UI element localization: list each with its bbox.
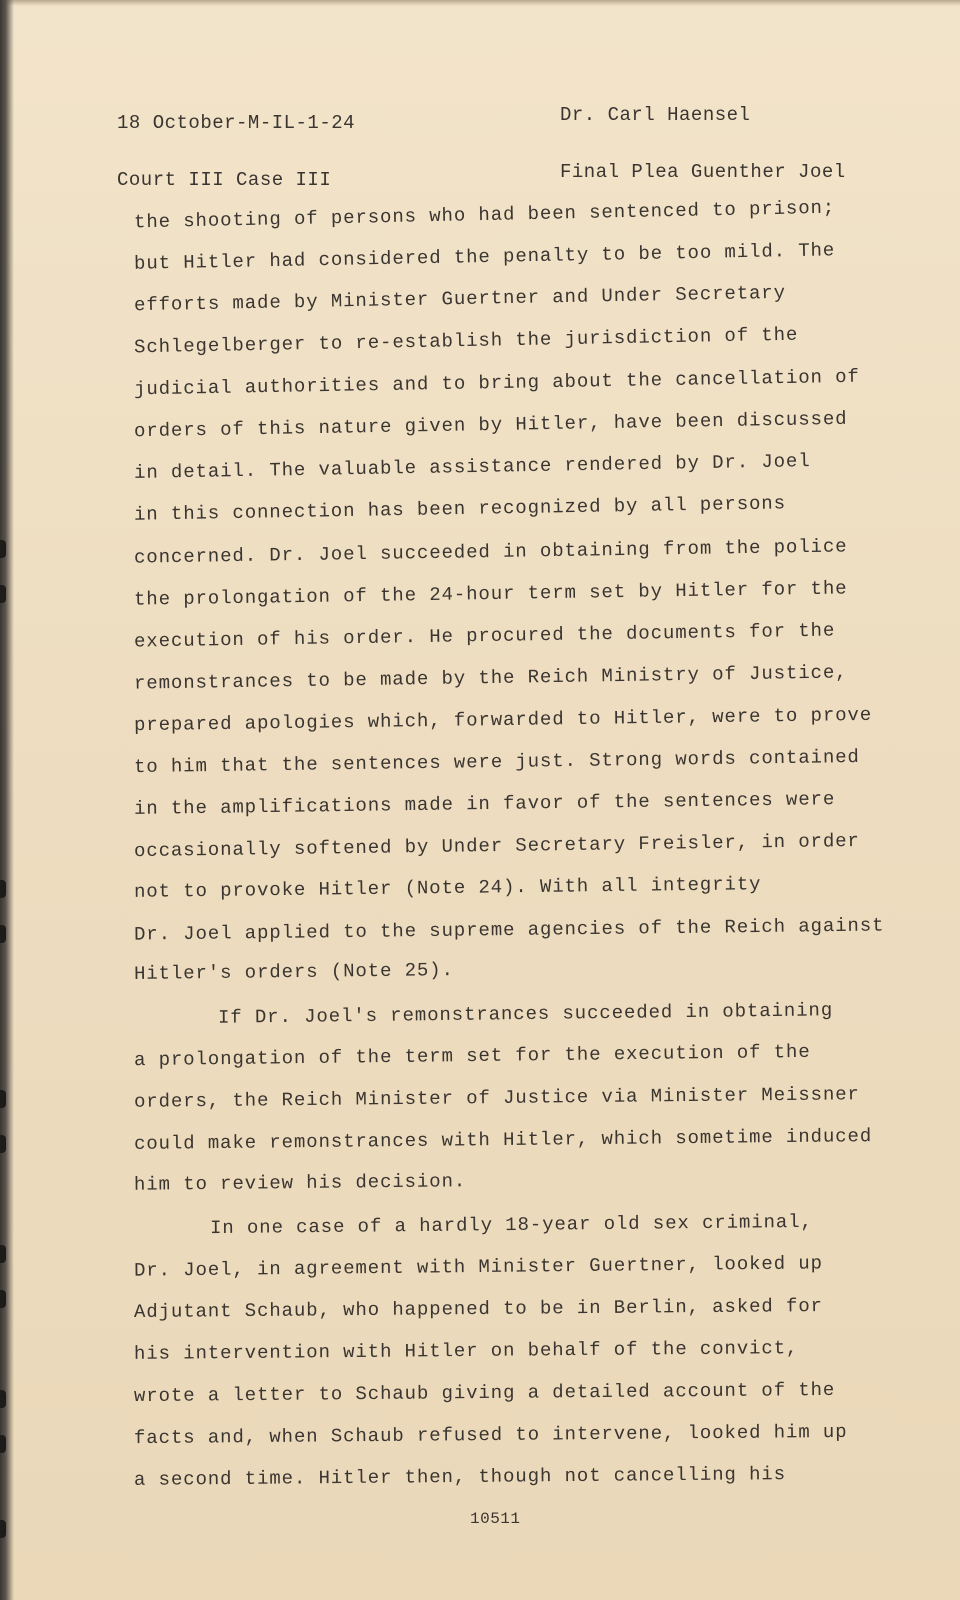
body-line: concerned. Dr. Joel succeeded in obtaining from the police [133, 535, 848, 569]
binding-hole [0, 1245, 6, 1263]
binding-hole [0, 540, 6, 558]
body-line: a second time. Hitler then, though not cancelling his [133, 1463, 787, 1491]
document-author-line-2: Final Plea Guenther Joel [560, 161, 846, 183]
binding-hole [0, 1090, 6, 1108]
top-edge-shadow [0, 0, 960, 6]
binding-edge [0, 0, 14, 1600]
body-line: in this connection has been recognized by all persons [133, 492, 787, 526]
body-line: wrote a letter to Schaub giving a detailed account of the [133, 1378, 836, 1408]
body-line: execution of his order. He procured the documents for the [133, 619, 836, 653]
body-line: the prolongation of the 24-hour term set by Hitler for the [133, 577, 848, 611]
body-line: to him that the sentences were just. Strong words contained [133, 745, 860, 779]
body-line: Hitler's orders (Note 25). [133, 959, 454, 985]
body-line: a prolongation of the term set for the execution of the [133, 1040, 811, 1072]
binding-hole [0, 1390, 6, 1408]
case-reference [117, 76, 355, 228]
page-number: 10511 [470, 1510, 521, 1528]
case-reference-line-2: Court III Case III [117, 169, 332, 191]
body-line: but Hitler had considered the penalty to be too mild. The [133, 239, 836, 275]
body-line: orders, the Reich Minister of Justice via Minister Meissner [133, 1083, 860, 1113]
body-line: occasionally softened by Under Secretary Freisler, in order [133, 829, 860, 863]
body-line: Schlegelberger to re-establish the jurisdiction of the [133, 323, 799, 359]
body-line: If Dr. Joel's remonstrances succeeded in obtaining [217, 999, 834, 1029]
body-line: remonstrances to be made by the Reich Ministry of Justice, [133, 661, 848, 695]
body-line: Adjutant Schaub, who happened to be in Berlin, asked for [133, 1294, 823, 1324]
body-line: Dr. Joel applied to the supreme agencies of the Reich against [133, 914, 885, 946]
binding-hole [0, 880, 6, 898]
body-line: in detail. The valuable assistance rendered by Dr. Joel [133, 450, 811, 484]
body-line: could make remonstrances with Hitler, which sometime induced [133, 1125, 873, 1155]
body-line: not to provoke Hitler (Note 24). With all integrity [133, 873, 762, 903]
case-reference-line-1: 18 October-M-IL-1-24 [117, 112, 356, 134]
binding-hole [0, 1435, 6, 1453]
body-line: prepared apologies which, forwarded to Hitler, were to prove [133, 703, 873, 737]
body-line: facts and, when Schaub refused to intervene, looked him up [133, 1420, 848, 1450]
body-line: the shooting of persons who had been sentenced to prison; [133, 196, 836, 234]
body-line: Dr. Joel, in agreement with Minister Guertner, looked up [133, 1252, 824, 1282]
body-line: his intervention with Hitler on behalf of the convict, [133, 1337, 799, 1365]
binding-hole [0, 585, 6, 603]
body-line: efforts made by Minister Guertner and Under Secretary [133, 281, 787, 317]
body-line: judicial authorities and to bring about the cancellation of [133, 365, 860, 401]
body-line: orders of this nature given by Hitler, have been discussed [133, 407, 848, 443]
body-line: in the amplifications made in favor of the sentences were [133, 788, 836, 820]
binding-hole [0, 1135, 6, 1153]
body-line: In one case of a hardly 18-year old sex criminal, [209, 1210, 813, 1240]
binding-hole [0, 925, 6, 943]
document-author-line-1: Dr. Carl Haensel [560, 104, 751, 126]
body-line: him to review his decision. [133, 1170, 467, 1196]
binding-hole [0, 1520, 6, 1538]
binding-hole [0, 1290, 6, 1308]
